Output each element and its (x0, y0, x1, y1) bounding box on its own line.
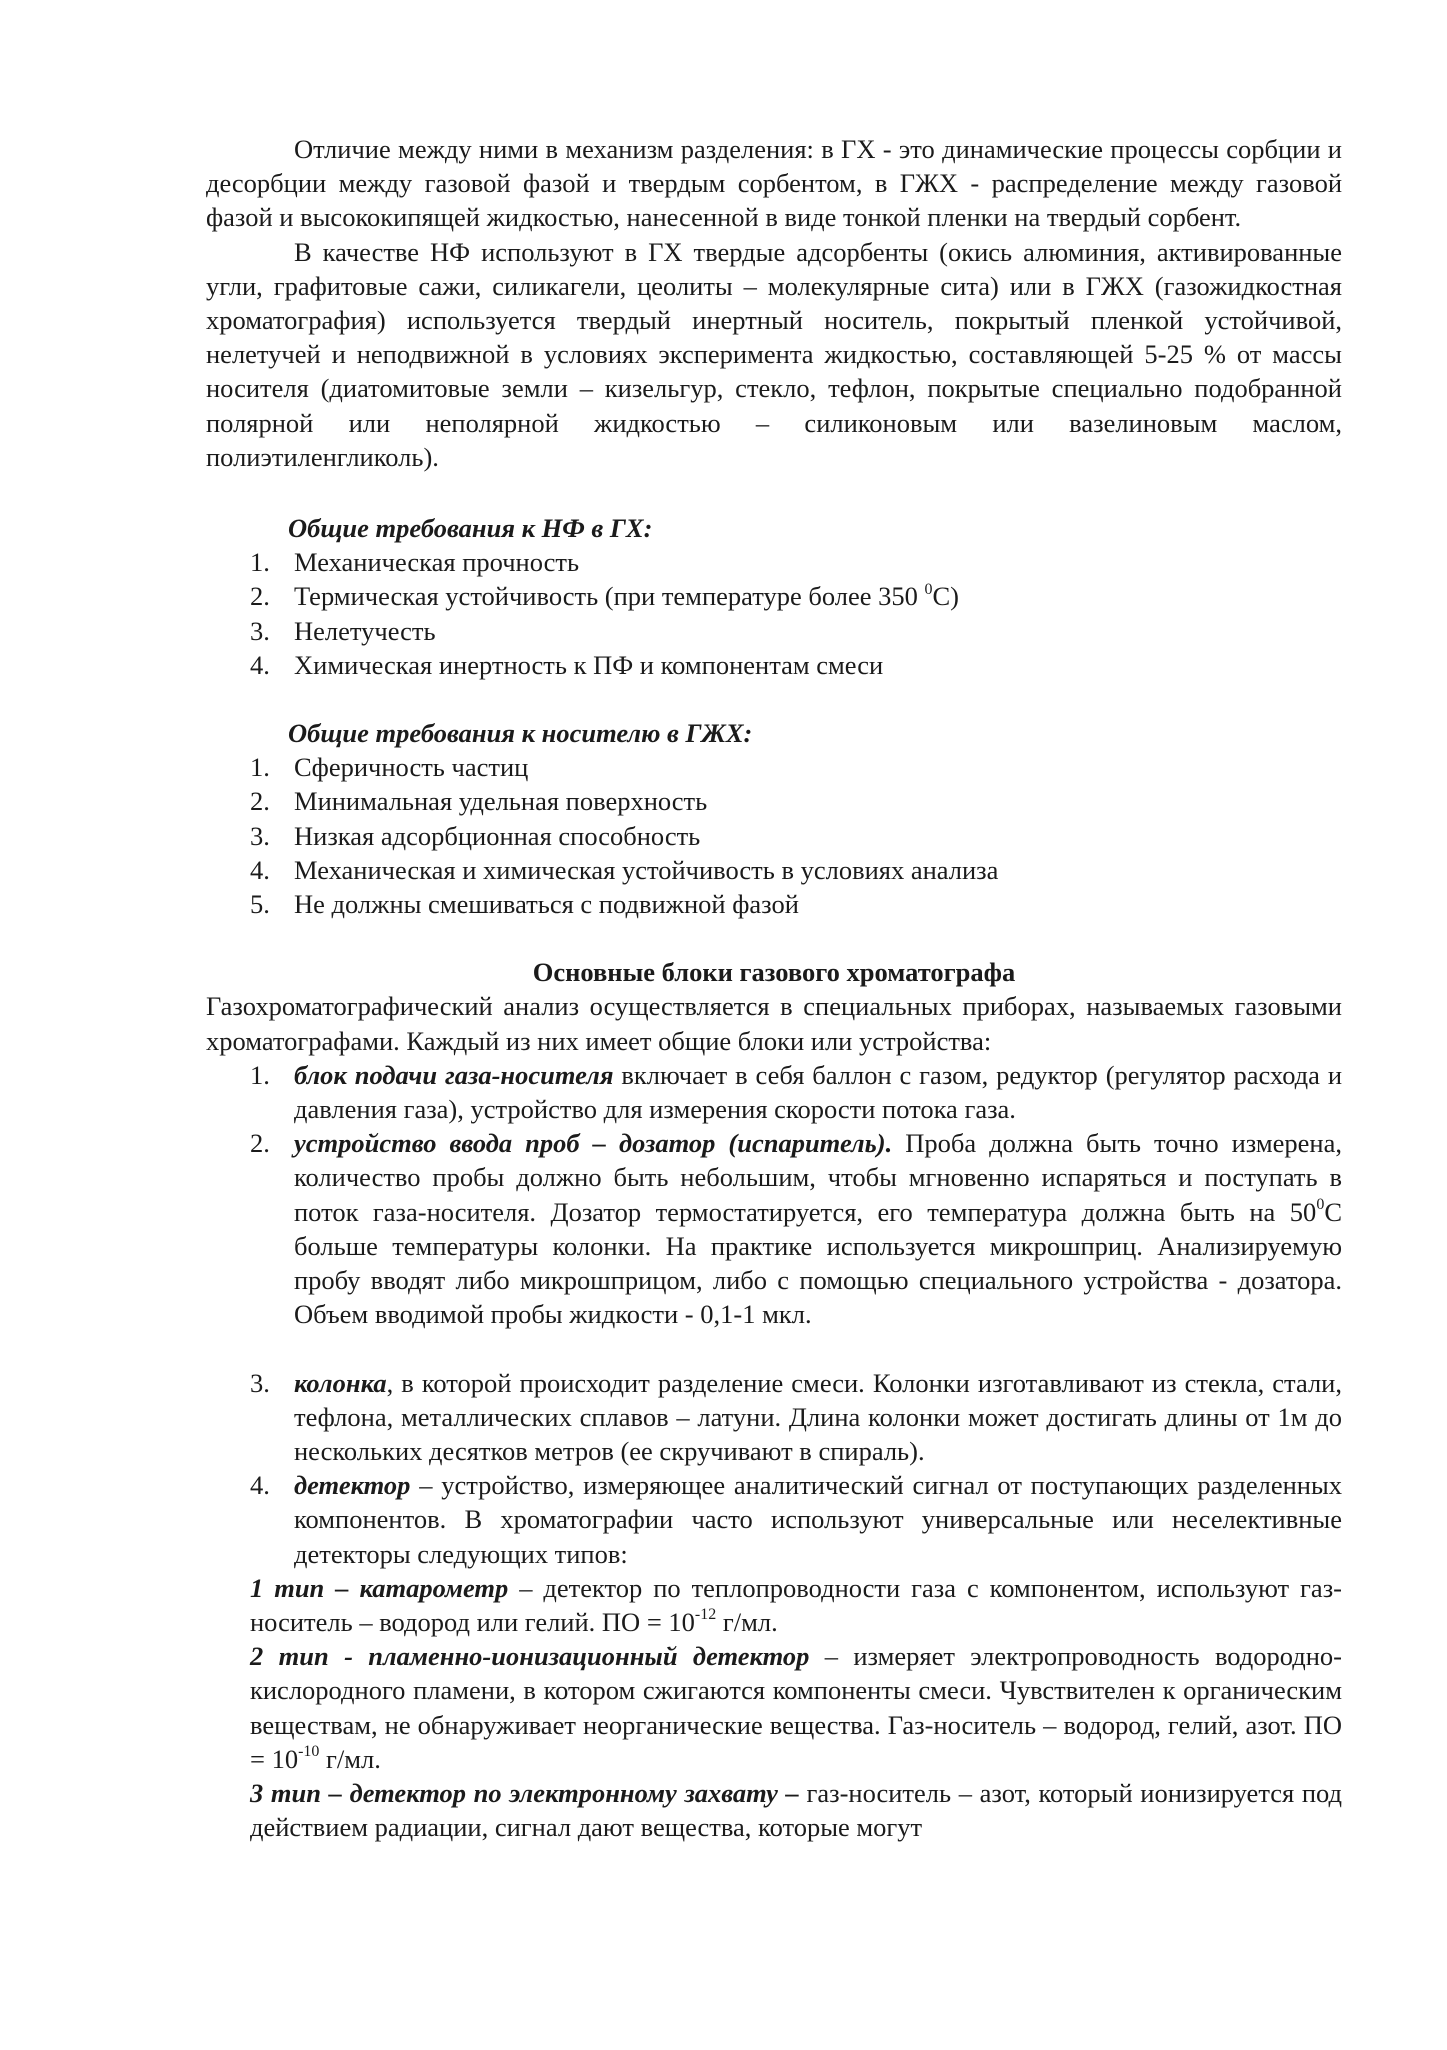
list-item: 1. блок подачи газа-носителя включает в себя баллон с газом, редуктор (регулятор расхода и давления газа), устройство для измерения скорости потока газа. (250, 1059, 1343, 1125)
detector-type-2: 2 тип - пламенно-ионизационный детектор – измеряет электропроводность водородно-кислородного пламени, в котором сжигаются компоненты смеси. Чувствителен к органическим веществам, не обнаруживает неорганические вещества. Газ-носитель – водород, гелий, азот. ПО = $10^{-10}$ г/мл. (250, 1641, 1342, 1774)
list-item: 4. Химическая инертность к ПФ и компонентам смеси (250, 649, 884, 680)
list-item: 1. Механическая прочность (250, 547, 580, 578)
list-item: 1. Сферичность частиц (250, 752, 529, 783)
list-item: 3. колонка, в которой происходит разделение смеси. Колонки изготавливают из стекла, стали, тефлона, металлических сплавов – латуни. Длина колонки может достигать длины от 1м до нескольких десятков метров (ее скручивают в спираль). (250, 1367, 1342, 1466)
list-item: 2. Термическая устойчивость (при температуре более 350 $^0$С) (250, 580, 959, 612)
blocks-list-continued (206, 1366, 1342, 1571)
nf-requirements-list (206, 545, 1342, 682)
nf-requirements-heading: Общие требования к НФ в ГХ: (288, 513, 653, 544)
intro-paragraph-2: В качестве НФ используют в ГХ твердые адсорбенты (окись алюминия, активированные угли, графитовые сажи, силикагели, цеолиты – молекулярные сита) или в ГЖХ (газожидкостная хроматография) используется твердый инертный носитель, покрытый пленкой устойчивой, нелетучей и неподвижной в условиях эксперимента жидкостью, составляющей 5-25 % от массы носителя (диатомитовые земли – кизельгур, стекло, тефлон, покрытые специально подобранной полярной или неполярной жидкостью – силиконовым или вазелиновым маслом, полиэтиленгликоль). (206, 236, 1342, 472)
list-item: 2. устройство ввода проб – дозатор (испаритель). Проба должна быть точно измерена, количество пробы должно быть небольшим, чтобы мгновенно испаряться и поступать в поток газа-носителя. Дозатор термостатируется, его температура должна быть на $50^0С$ больше температуры колонки. На практике используется микрошприц. Анализируемую пробу вводят либо микрошприцом, либо с помощью специального устройства - дозатора. Объем вводимой пробы жидкости - 0,1-1 мкл. (250, 1128, 1342, 1330)
section-title: Основные блоки газового хроматографа (532, 957, 1016, 988)
intro-paragraph-1: Отличие между ними в механизм разделения: в ГХ - это динамические процессы сорбции и десорбции между газовой фазой и твердым сорбентом, в ГЖХ - распределение между газовой фазой и высококипящей жидкостью, нанесенной в виде тонкой пленки на твердый сорбент. (206, 134, 1342, 233)
list-item: 3. Нелетучесть (250, 615, 436, 646)
list-item: 4. Механическая и химическая устойчивость в условиях анализа (250, 854, 999, 885)
list-item: 3. Низкая адсорбционная способность (250, 820, 701, 851)
detector-type-1: 1 тип – катарометр – детектор по теплопроводности газа с компонентом, используют газ-носитель – водород или гелий. ПО = $10^{-12}$ г/мл. (250, 1572, 1342, 1637)
carrier-requirements-heading: Общие требования к носителю в ГЖХ: (288, 718, 753, 749)
blocks-intro: Газохроматографический анализ осуществляется в специальных приборах, называемых газовыми хроматографами. Каждый из них имеет общие блоки или устройства: (206, 991, 1342, 1056)
carrier-requirements-list (206, 750, 1342, 921)
list-item: 5. Не должны смешиваться с подвижной фазой (250, 889, 799, 920)
detector-type-3: 3 тип – детектор по электронному захвату – газ-носитель – азот, который ионизируется под действием радиации, сигнал дают вещества, которые могут (250, 1777, 1342, 1843)
blocks-list (206, 1058, 1342, 1332)
list-item: 4. детектор – устройство, измеряющее аналитический сигнал от поступающих разделенных компонентов. В хроматографии часто используют универсальные или неселективные детекторы следующих типов: (250, 1470, 1342, 1569)
list-item: 2. Минимальная удельная поверхность (250, 786, 708, 817)
document-page (206, 132, 1342, 1844)
